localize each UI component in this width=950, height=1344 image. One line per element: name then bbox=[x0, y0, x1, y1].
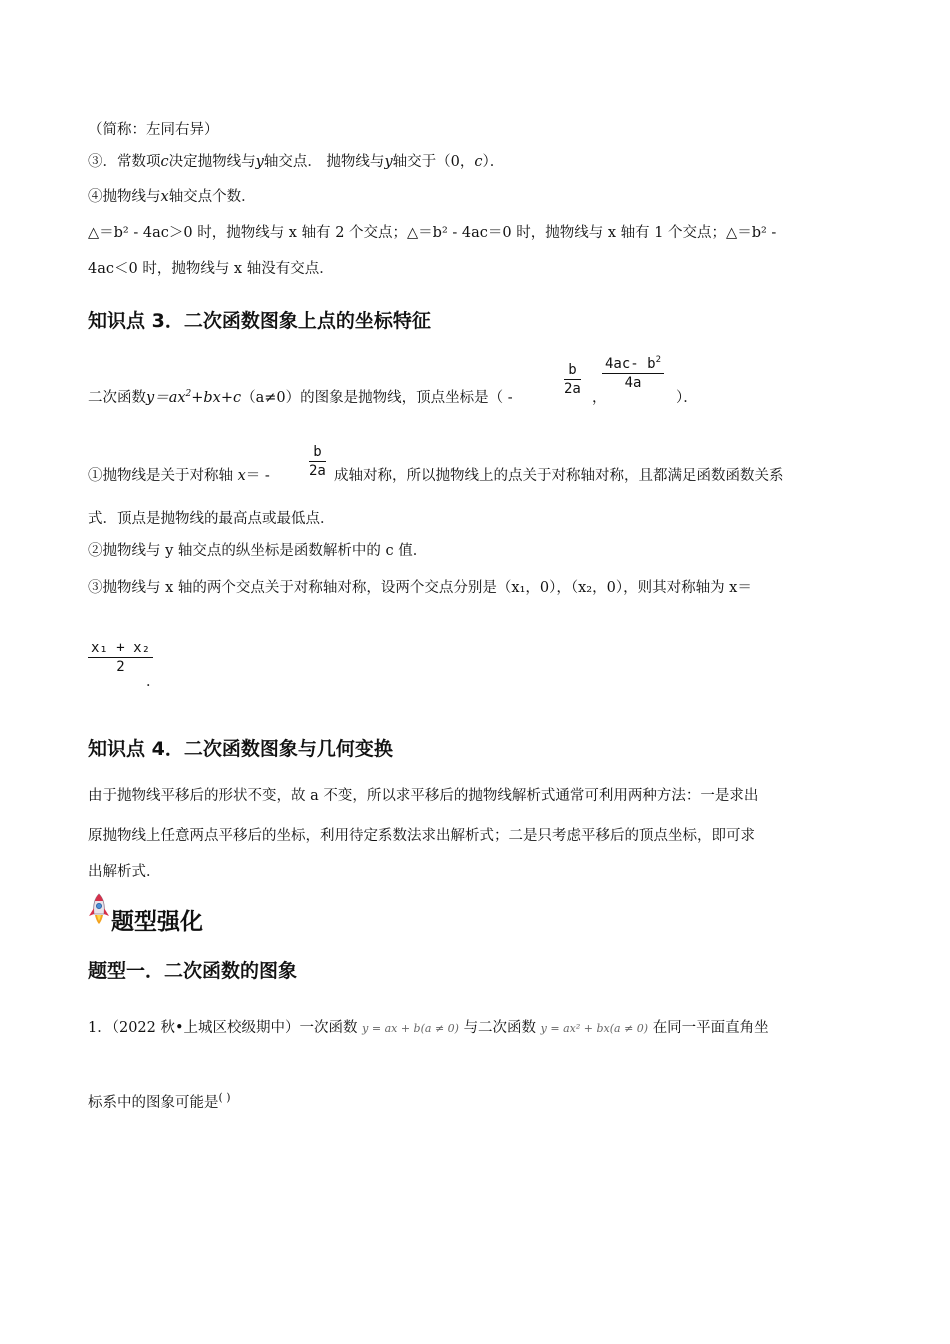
text-span: 轴交点个数． bbox=[168, 189, 256, 205]
text-line: 4ac＜0 时，抛物线与 x 轴没有交点． bbox=[88, 261, 334, 277]
text-span: 4ac- b bbox=[605, 356, 656, 372]
text-span: （a≠0）的图象是抛物线，顶点坐标是（ - bbox=[241, 390, 513, 406]
text-line: ）． bbox=[676, 390, 698, 406]
fraction-vertex-y bbox=[602, 356, 664, 391]
type-one-heading: 题型一．二次函数的图象 bbox=[88, 960, 298, 982]
text-span: ③．常数项 bbox=[88, 154, 161, 170]
math-var: c bbox=[160, 154, 169, 170]
text-span: 二次函数 bbox=[88, 390, 146, 406]
text-line: 原抛物线上任意两点平移后的坐标，利用待定系数法求出解析式；二是只考虑平移后的顶点坐标，即可求 bbox=[88, 828, 755, 844]
fraction-b-over-2a bbox=[309, 444, 326, 479]
text-span: 在同一平面直角坐 bbox=[652, 1020, 769, 1036]
text-line: 由于抛物线平移后的形状不变，故 a 不变，所以求平移后的抛物线解析式通常可利用两种方法：一是求出 bbox=[88, 788, 759, 804]
text-line: ①抛物线是关于对称轴 x＝ - bbox=[88, 468, 270, 484]
strengthen-heading: 题型强化 bbox=[111, 909, 203, 935]
text-span: ）． bbox=[482, 154, 505, 170]
text-span: 决定抛物线与 bbox=[168, 154, 256, 170]
math-var: c bbox=[474, 154, 483, 170]
math-expression: $y=ax^2+bx+c$ bbox=[146, 389, 242, 406]
text-span: 轴交点． 抛物线与 bbox=[263, 154, 385, 170]
fraction-denominator: 2a bbox=[564, 381, 581, 397]
answer-bracket: ( ) bbox=[218, 1091, 231, 1104]
text-span: 标系中的图象可能是 bbox=[88, 1095, 219, 1111]
text-line: 出解析式． bbox=[88, 864, 161, 880]
text-span: 与二次函数 bbox=[463, 1020, 537, 1036]
math-var: y bbox=[384, 154, 393, 170]
text-line: ③抛物线与 x 轴的两个交点关于对称轴对称，设两个交点分别是（x₁，0），（x₂，0），则其对称轴为 x＝ bbox=[88, 580, 752, 596]
text-line bbox=[88, 187, 256, 207]
math-image-quadratic: y = ax² + bx(a ≠ 0) bbox=[540, 1022, 649, 1035]
text-line: （简称：左同右异） bbox=[88, 122, 219, 138]
comma: ， bbox=[592, 390, 607, 406]
text-span: ④抛物线与 bbox=[88, 189, 161, 205]
fraction-numerator: b bbox=[309, 444, 326, 462]
section-heading-4: 知识点 4．二次函数图象与几何变换 bbox=[88, 738, 393, 760]
section-heading-3: 知识点 3．二次函数图象上点的坐标特征 bbox=[88, 310, 431, 332]
exponent: 2 bbox=[655, 355, 661, 365]
fraction-numerator: b bbox=[564, 362, 581, 380]
text-line: ②抛物线与 y 轴交点的纵坐标是函数解析中的 c 值． bbox=[88, 543, 428, 559]
text-line bbox=[88, 152, 504, 172]
fraction-numerator: x₁ + x₂ bbox=[88, 640, 153, 658]
math-var: y bbox=[255, 154, 264, 170]
fraction-axis-midpoint bbox=[88, 640, 153, 675]
text-span: 轴交于（0， bbox=[392, 154, 475, 170]
rocket-icon bbox=[88, 893, 110, 925]
text-span: 1．（2022 秋•上城区校级期中）一次函数 bbox=[88, 1020, 358, 1036]
math-var: x bbox=[160, 189, 169, 205]
fraction-denominator: 2a bbox=[309, 463, 326, 479]
math-var: x bbox=[233, 468, 246, 484]
text-span: ①抛物线是关于对称轴 bbox=[88, 468, 233, 484]
fraction-denominator: 2 bbox=[116, 659, 125, 675]
text-line bbox=[88, 388, 513, 408]
question-1-line bbox=[88, 1018, 769, 1039]
fraction-b-over-2a bbox=[564, 362, 581, 397]
text-line: ． bbox=[146, 674, 161, 690]
math-image-linear: y = ax + b(a ≠ 0) bbox=[362, 1022, 459, 1035]
text-line: 式．顶点是抛物线的最高点或最低点． bbox=[88, 511, 335, 527]
fraction-denominator: 4a bbox=[624, 375, 642, 391]
fraction-numerator bbox=[602, 356, 664, 374]
question-1-line-2 bbox=[88, 1088, 231, 1113]
text-line: 成轴对称，所以抛物线上的点关于对称轴对称，且都满足函数函数关系 bbox=[334, 468, 784, 484]
text-line: △＝b² - 4ac＞0 时，抛物线与 x 轴有 2 个交点；△＝b² - 4ac＝0 时，抛物线与 x 轴有 1 个交点；△＝b² - bbox=[88, 225, 777, 241]
